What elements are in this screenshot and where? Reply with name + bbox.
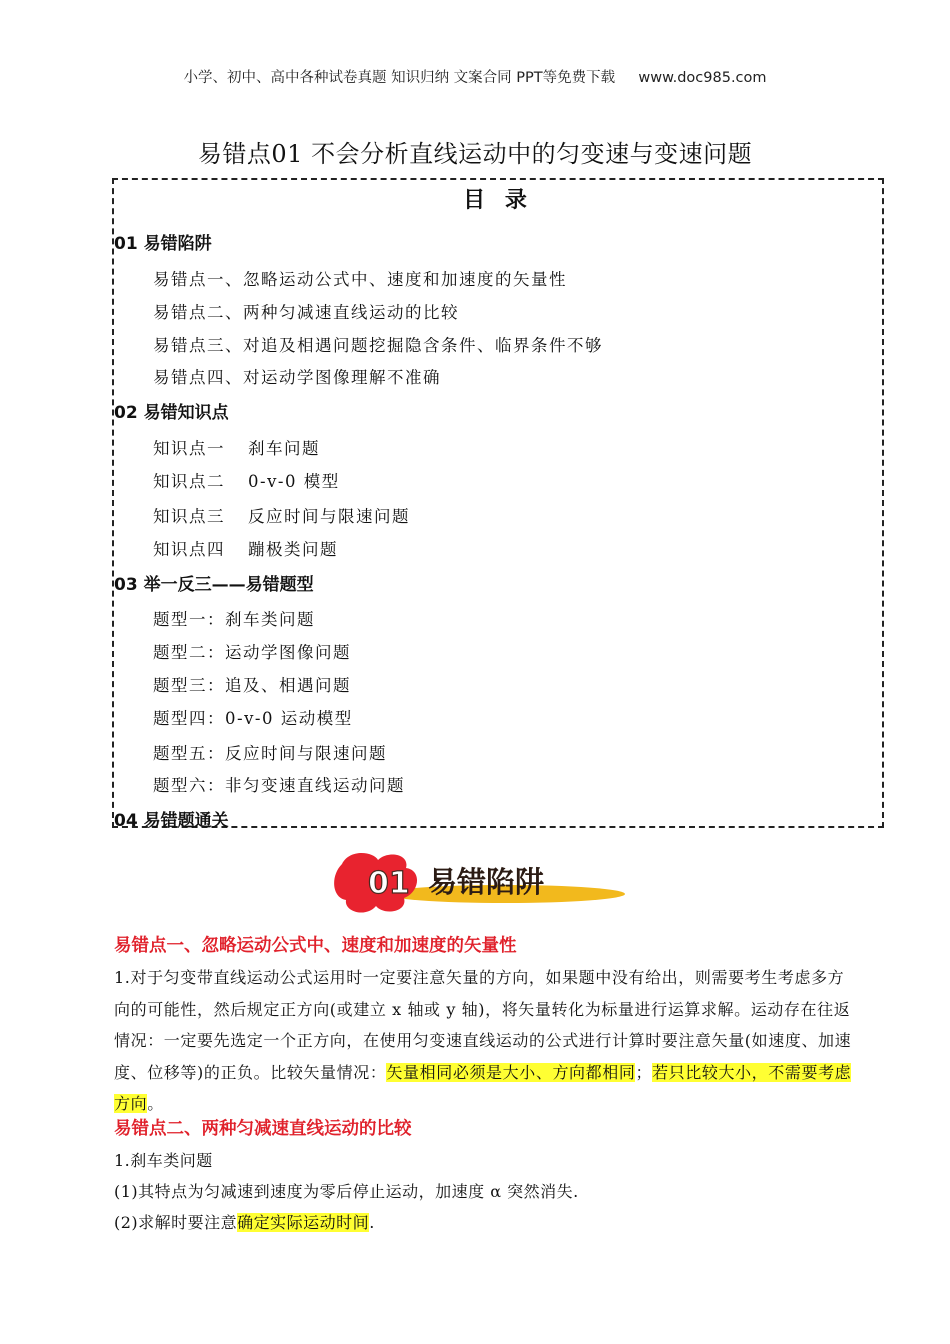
paragraph-end: 。 xyxy=(147,1094,164,1113)
banner-label: 易错陷阱 xyxy=(428,865,545,899)
highlight-text: 矢量相同必须是大小、方向都相同 xyxy=(386,1062,636,1082)
toc-section-4[interactable]: 04 易错题通关 xyxy=(114,811,229,831)
toc-item[interactable]: 易错点二、两种匀减速直线运动的比较 xyxy=(153,303,459,322)
kp-title: 反应时间与限速问题 xyxy=(248,507,410,526)
toc-item[interactable] xyxy=(153,468,340,492)
toc-item[interactable]: 题型二：运动学图像问题 xyxy=(153,643,351,662)
section-heading-1: 易错点一、忽略运动公式中、速度和加速度的矢量性 xyxy=(114,936,517,956)
site-url[interactable]: www.doc985.com xyxy=(638,70,767,86)
line-text: (2)求解时要注意 xyxy=(114,1213,238,1232)
toc-item[interactable]: 易错点四、对运动学图像理解不准确 xyxy=(153,368,441,387)
toc-item[interactable]: 题型三：追及、相遇问题 xyxy=(153,676,351,695)
kp-title: 蹦极类问题 xyxy=(248,540,338,559)
separator: ； xyxy=(635,1062,653,1082)
kp-title: 刹车问题 xyxy=(248,439,320,458)
list-line-3 xyxy=(114,1210,375,1233)
toc-heading: 目 录 xyxy=(463,188,533,213)
toc-item[interactable]: 题型一：刹车类问题 xyxy=(153,610,315,629)
list-line-2: (1)其特点为匀减速到速度为零后停止运动，加速度 α 突然消失. xyxy=(114,1182,579,1201)
toc-item[interactable]: 题型四：0-v-0 运动模型 xyxy=(153,709,353,728)
paragraph-text: 1.对于匀变带直线运动公式运用时一定要注意矢量的方向，如果题中没有给出，则需要考生考虑多方向的可能性，然后规定正方向(或建立 x 轴或 y 轴)，将矢量转化为标量进行运算求解。运动存在往返情况：一定要先选定一个正方向，在使用匀变速直线运动的公式进行计算时要注意矢量(如速度、加速度、位移等)的正负。比较矢量情况： xyxy=(114,968,852,1082)
toc-item[interactable]: 题型五：反应时间与限速问题 xyxy=(153,744,387,763)
toc-section-1[interactable]: 01 易错陷阱 xyxy=(114,234,212,254)
kp-number: 知识点一 xyxy=(153,439,225,458)
section-banner xyxy=(330,846,630,918)
toc-section-3[interactable]: 03 举一反三——易错题型 xyxy=(114,575,314,595)
list-line-1: 1.刹车类问题 xyxy=(114,1151,213,1170)
kp-number: 知识点四 xyxy=(153,540,225,559)
site-header xyxy=(0,66,950,87)
site-header-text: 小学、初中、高中各种试卷真题 知识归纳 文案合同 PPT等免费下载 xyxy=(183,70,616,86)
section-heading-2: 易错点二、两种匀减速直线运动的比较 xyxy=(114,1119,412,1139)
toc-item[interactable]: 易错点三、对追及相遇问题挖掘隐含条件、临界条件不够 xyxy=(153,336,603,355)
toc-section-2[interactable]: 02 易错知识点 xyxy=(114,403,229,423)
toc-item[interactable] xyxy=(153,536,338,560)
kp-number: 知识点二 xyxy=(153,472,225,491)
line-end: . xyxy=(369,1213,375,1232)
banner-number: 01 xyxy=(368,866,410,901)
kp-title: 0-v-0 模型 xyxy=(248,472,340,491)
paragraph-1 xyxy=(114,962,854,1120)
document-title: 易错点01 不会分析直线运动中的匀变速与变速问题 xyxy=(197,140,753,168)
kp-number: 知识点三 xyxy=(153,507,225,526)
toc-item[interactable]: 易错点一、忽略运动公式中、速度和加速度的矢量性 xyxy=(153,270,567,289)
toc-item[interactable] xyxy=(153,435,320,459)
highlight-text: 若只比较大小，不需要考虑方向 xyxy=(114,1062,852,1113)
highlight-text: 确定实际运动时间 xyxy=(237,1213,370,1232)
toc-item[interactable] xyxy=(153,503,410,527)
toc-item[interactable]: 题型六：非匀变速直线运动问题 xyxy=(153,776,405,795)
